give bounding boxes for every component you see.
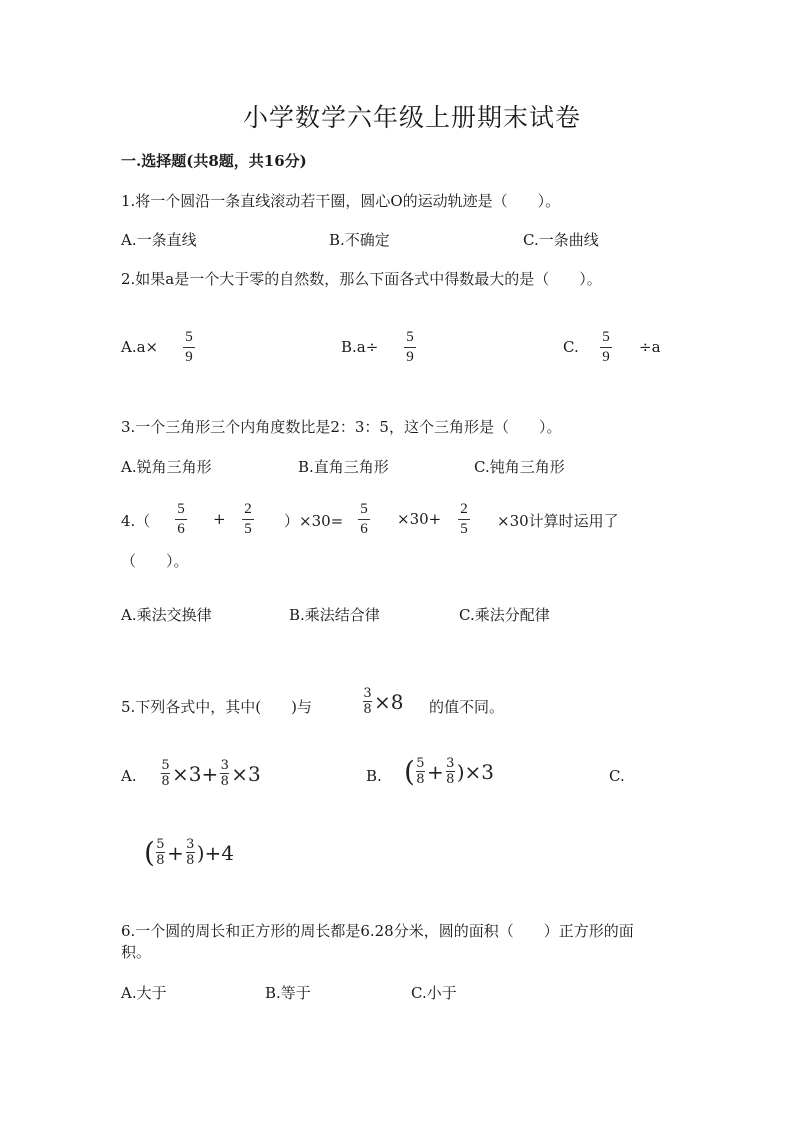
question-2-option-c[interactable]: C. <box>563 338 579 356</box>
question-4-times30plus: ×30+ <box>397 510 442 528</box>
question-1-option-a[interactable]: A.一条直线 <box>121 231 197 249</box>
fraction-numerator: 2 <box>244 501 252 517</box>
fraction-denominator: 8 <box>161 774 170 789</box>
fraction-numerator: 5 <box>161 758 170 773</box>
page-title: 小学数学六年级上册期末试卷 <box>243 103 582 132</box>
question-6-option-a[interactable]: A.大于 <box>121 984 167 1002</box>
question-5-text-before: 5.下列各式中，其中( )与 <box>121 698 313 716</box>
expression-tail: ×8 <box>374 689 404 714</box>
operator: )+4 <box>196 840 234 865</box>
fraction-numerator: 3 <box>220 758 229 773</box>
fraction-numerator: 5 <box>602 329 610 345</box>
fraction-numerator: 5 <box>156 837 165 852</box>
question-2-option-a-fraction <box>183 330 195 365</box>
question-2-option-b-fraction <box>404 330 416 365</box>
fraction <box>446 757 455 786</box>
question-4-option-b[interactable]: B.乘法结合律 <box>289 606 380 624</box>
question-5-option-c[interactable]: C. <box>609 767 625 785</box>
fraction-denominator: 8 <box>446 772 455 787</box>
question-1-option-b[interactable]: B.不确定 <box>329 231 390 249</box>
question-6-line-2: 积。 <box>121 943 152 961</box>
question-4-open: 4.（ <box>121 512 151 530</box>
question-5-option-c-expression <box>144 835 235 869</box>
question-4-close-times: ）×30= <box>284 512 344 530</box>
fraction-numerator: 2 <box>460 501 468 517</box>
operator: )×3 <box>456 759 494 784</box>
open-paren: ( <box>144 835 155 869</box>
question-2-text: 2.如果a是一个大于零的自然数，那么下面各式中得数最大的是（ ）。 <box>121 270 602 288</box>
section-heading: 一.选择题(共8题，共16分) <box>121 152 307 170</box>
fraction-denominator: 8 <box>156 853 165 868</box>
question-4-blank: （ ）。 <box>121 552 189 570</box>
question-5-text-after: 的值不同。 <box>429 698 505 716</box>
fraction-denominator: 6 <box>177 521 185 537</box>
question-3-option-c[interactable]: C.钝角三角形 <box>474 458 565 476</box>
question-6-option-b[interactable]: B.等于 <box>265 984 311 1002</box>
question-4-fraction-2a <box>242 502 254 537</box>
fraction <box>220 759 229 788</box>
fraction-denominator: 8 <box>220 774 229 789</box>
fraction-denominator: 9 <box>406 349 414 365</box>
operator: + <box>166 840 184 865</box>
fraction-denominator: 6 <box>360 521 368 537</box>
fraction <box>161 759 170 788</box>
question-5-option-b-expression <box>404 754 495 788</box>
question-2-option-b[interactable]: B.a÷ <box>341 338 379 356</box>
fraction-numerator: 3 <box>363 686 372 701</box>
fraction <box>156 838 165 867</box>
question-4-option-a[interactable]: A.乘法交换律 <box>121 606 212 624</box>
fraction-numerator: 5 <box>406 329 414 345</box>
fraction-numerator: 5 <box>360 501 368 517</box>
question-2-option-a[interactable]: A.a× <box>121 338 159 356</box>
operator: ×3 <box>231 761 261 786</box>
fraction <box>416 757 425 786</box>
question-4-tail: ×30计算时运用了 <box>497 512 619 530</box>
question-1-option-c[interactable]: C.一条曲线 <box>523 231 599 249</box>
open-paren: ( <box>404 754 415 788</box>
fraction <box>363 687 372 716</box>
question-6-option-c[interactable]: C.小于 <box>411 984 457 1002</box>
question-5-option-a[interactable]: A. <box>121 767 137 785</box>
question-4-fraction-1b <box>358 502 370 537</box>
question-4-fraction-2b <box>458 502 470 537</box>
question-3-text: 3.一个三角形三个内角度数比是2：3：5，这个三角形是（ ）。 <box>121 418 562 436</box>
question-5-option-b[interactable]: B. <box>366 767 382 785</box>
fraction-denominator: 5 <box>244 521 252 537</box>
question-3-option-b[interactable]: B.直角三角形 <box>298 458 389 476</box>
question-6-line-1: 6.一个圆的周长和正方形的周长都是6.28分米，圆的面积（ ）正方形的面 <box>121 922 634 940</box>
operator: ×3+ <box>172 761 219 786</box>
fraction-denominator: 5 <box>460 521 468 537</box>
question-2-option-c-fraction <box>600 330 612 365</box>
fraction-numerator: 5 <box>185 329 193 345</box>
fraction <box>186 838 195 867</box>
fraction-denominator: 8 <box>186 853 195 868</box>
fraction-denominator: 9 <box>185 349 193 365</box>
fraction-denominator: 9 <box>602 349 610 365</box>
question-4-option-c[interactable]: C.乘法分配律 <box>459 606 550 624</box>
fraction-numerator: 3 <box>186 837 195 852</box>
fraction-numerator: 3 <box>446 756 455 771</box>
operator: + <box>426 759 444 784</box>
question-4-plus: + <box>213 510 226 528</box>
fraction-denominator: 8 <box>363 702 372 717</box>
fraction-numerator: 5 <box>416 756 425 771</box>
fraction-denominator: 8 <box>416 772 425 787</box>
question-5-expression <box>362 687 404 716</box>
question-2-option-c-suffix: ÷a <box>639 338 661 356</box>
question-1-text: 1.将一个圆沿一条直线滚动若干圈，圆心O的运动轨迹是（ ）。 <box>121 192 561 210</box>
question-5-option-a-expression <box>160 759 262 788</box>
fraction-numerator: 5 <box>177 501 185 517</box>
question-3-option-a[interactable]: A.锐角三角形 <box>121 458 212 476</box>
question-4-fraction-1a <box>175 502 187 537</box>
